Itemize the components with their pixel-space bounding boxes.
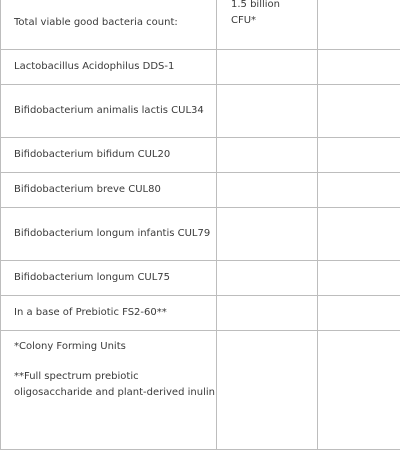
strain-name: Bifidobacterium longum CUL75 xyxy=(1,261,217,296)
table-row-total xyxy=(1,0,400,50)
empty-cell xyxy=(217,296,318,331)
footnote-prebiotic: **Full spectrum prebiotic oligosaccharide and plant-derived inulin xyxy=(14,369,216,401)
empty-cell xyxy=(318,0,400,50)
table-row xyxy=(1,50,400,85)
table-row-footnotes xyxy=(1,331,400,450)
empty-cell xyxy=(318,208,400,261)
empty-cell xyxy=(217,331,318,450)
footnote-cfu: *Colony Forming Units xyxy=(14,339,216,355)
total-count-value-line-1: 1.5 billion xyxy=(231,0,317,13)
empty-cell xyxy=(318,50,400,85)
table-row xyxy=(1,138,400,173)
table-row xyxy=(1,208,400,261)
empty-cell xyxy=(318,261,400,296)
table-row xyxy=(1,296,400,331)
table-row xyxy=(1,85,400,138)
empty-cell xyxy=(318,331,400,450)
strain-name: Bifidobacterium bifidum CUL20 xyxy=(1,138,217,173)
strain-name: Bifidobacterium longum infantis CUL79 xyxy=(1,208,217,261)
empty-cell xyxy=(318,138,400,173)
total-count-label: Total viable good bacteria count: xyxy=(1,0,217,50)
strain-name: Bifidobacterium animalis lactis CUL34 xyxy=(1,85,217,138)
total-count-value-line-2: CFU* xyxy=(231,13,317,29)
prebiotic-base: In a base of Prebiotic FS2-60** xyxy=(1,296,217,331)
empty-cell xyxy=(318,296,400,331)
strain-name: Lactobacillus Acidophilus DDS-1 xyxy=(1,50,217,85)
empty-cell xyxy=(217,261,318,296)
empty-cell xyxy=(217,50,318,85)
empty-cell xyxy=(217,85,318,138)
empty-cell xyxy=(217,173,318,208)
strain-name: Bifidobacterium breve CUL80 xyxy=(1,173,217,208)
footnotes-cell xyxy=(1,331,217,450)
empty-cell xyxy=(318,85,400,138)
table-row xyxy=(1,261,400,296)
empty-cell xyxy=(318,173,400,208)
empty-cell xyxy=(217,138,318,173)
footnote-spacer xyxy=(14,355,216,369)
total-count-value xyxy=(217,0,318,50)
table-row xyxy=(1,173,400,208)
empty-cell xyxy=(217,208,318,261)
